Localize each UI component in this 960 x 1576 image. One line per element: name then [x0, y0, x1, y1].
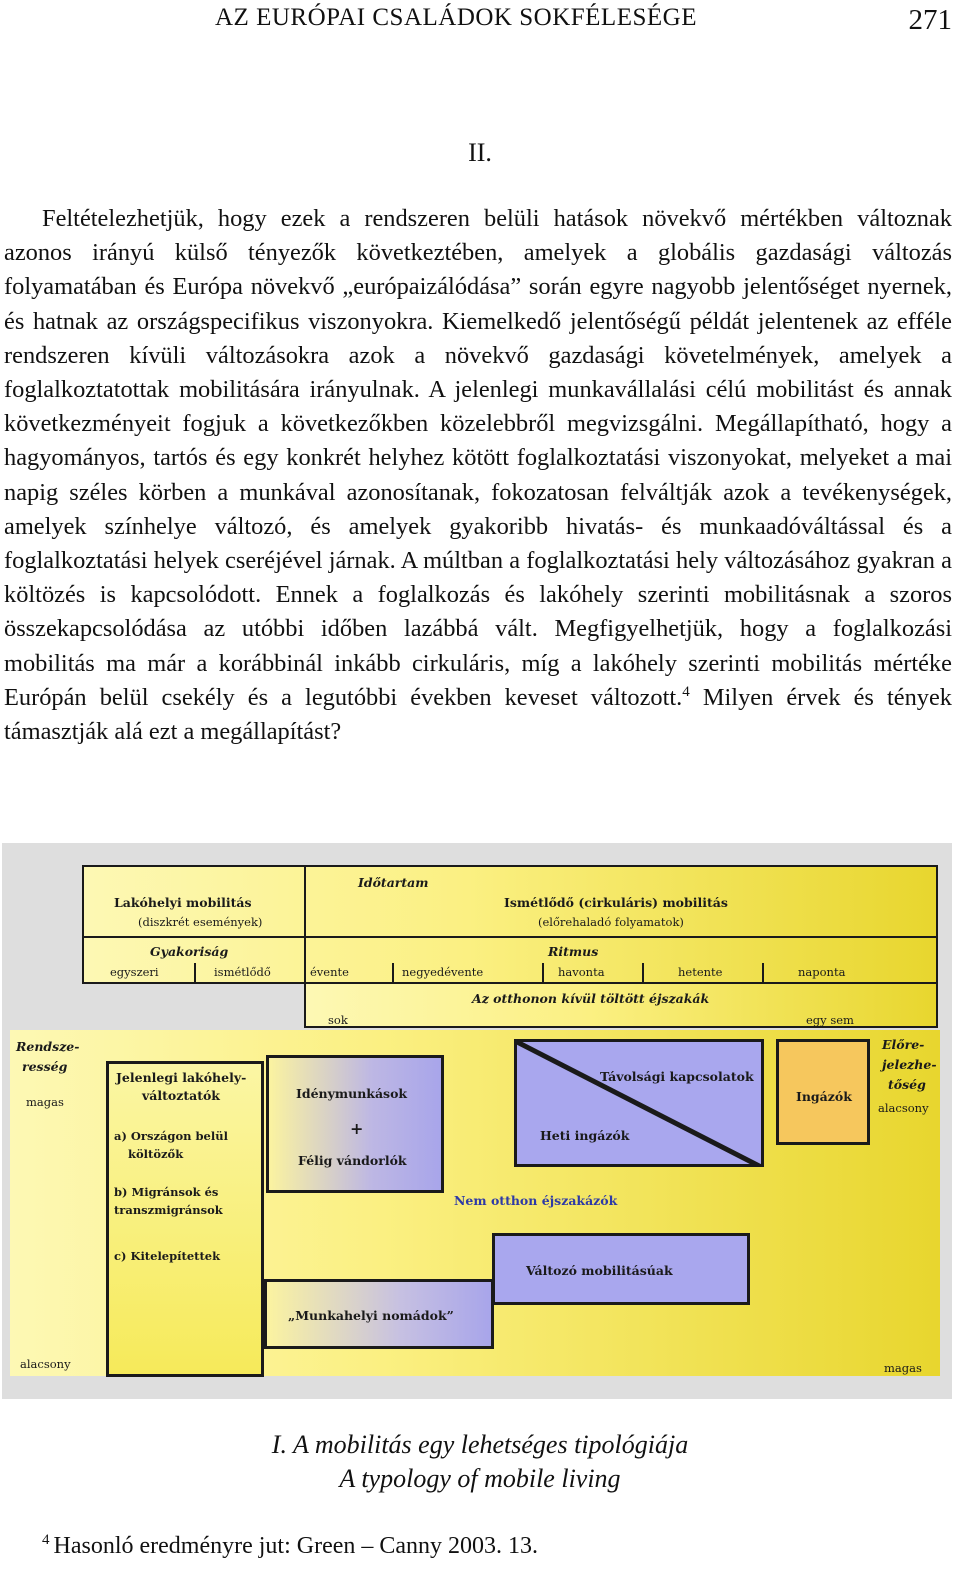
regularity-high: magas: [26, 1095, 64, 1109]
rhythm-daily: naponta: [798, 965, 846, 979]
long-distance-label: Távolsági kapcsolatok: [600, 1069, 754, 1084]
nights-many: sok: [328, 1013, 348, 1027]
regularity-title-2: resség: [22, 1059, 68, 1074]
predictability-title-2: jelezhe-: [882, 1057, 937, 1072]
caption-english: A typology of mobile living: [339, 1464, 621, 1493]
movers-b-2: transzmigránsok: [114, 1203, 223, 1217]
predictability-high: magas: [884, 1361, 922, 1375]
current-movers-box: [106, 1061, 264, 1377]
paragraph-text-end: Milyen érvek és tények támasztják alá ezt a megállapítást?: [4, 683, 952, 746]
predictability-low: alacsony: [878, 1101, 929, 1115]
rhythm-yearly: évente: [310, 965, 349, 979]
circular-mobility-label: Ismétlődő (cirkuláris) mobilitás: [504, 895, 728, 910]
diagonal-line: [517, 1042, 764, 1167]
current-movers-title-1: Jelenlegi lakóhely-: [116, 1070, 247, 1085]
not-home-nights-label: Nem otthon éjszakázók: [454, 1193, 618, 1208]
rhythm-weekly: hetente: [678, 965, 723, 979]
figure-caption: [0, 1428, 960, 1496]
long-distance-box: [514, 1039, 764, 1167]
workplace-nomads-label: „Munkahelyi nomádok”: [288, 1308, 454, 1323]
frequency-repeated: ismétlődő: [214, 965, 271, 979]
variable-mobile-label: Változó mobilitásúak: [526, 1263, 673, 1278]
tick: [642, 963, 644, 983]
tick: [762, 963, 764, 983]
rhythm-quarterly: negyedévente: [402, 965, 484, 979]
nights-label: Az otthonon kívül töltött éjszakák: [472, 991, 710, 1006]
tick: [542, 963, 544, 983]
predictability-title-3: tőség: [888, 1077, 926, 1092]
paragraph-text: Feltételezhetjük, hogy ezek a rendszeren belüli hatások növekvő mértékben változnak azonos irányú külső tényezők következtében, amelyek a globális gazdasági változás folyamatában és Európa növekvő „európaizálódása” során egyre nagyobb jelentőséget nyernek, és hatnak az országspecifikus viszonyokra. Kiemelkedő jelentőségű példát jelentenek az efféle rendszeren kívüli változásokra azok a növekvő gazdasági követelmények, amelyek a foglalkoztatottak mobilitására irányulnak. A jelenlegi munkavállalási célú mobilitást és annak következményeit fogjuk a következőkben közelebbről megvizsgálni. Megállapítható, hogy a hagyományos, tartós és egy konkrét helyhez kötött foglalkoztatási viszonyokat, melyeket a mai napig széles körben a munkával azonosítanak, fokozatosan felváltják azok a tevékenységek, amelyek színhelye változó, és amelyek gyakoribb hivatás- és munkaadóváltással és a foglalkoztatási helyek cseréjével járnak. A múltban a foglalkoztatási hely változásához gyakran a költözés is kapcsolódott. Ennek a foglalkozás és lakóhely szerinti mobilitásnak a szoros összekapcsolódása az utóbbi időben lazábbá vált. Megfigyelhetjük, hogy a foglalkozási mobilitás ma már a korábbinál inkább cirkuláris, míg a lakóhely szerinti mobilitás mértéke Európán belül csekély és a legutóbbi években keveset változott.: [4, 205, 952, 711]
caption-hungarian: I. A mobilitás egy lehetséges tipológiája: [271, 1430, 689, 1459]
nights-none: egy sem: [806, 1013, 854, 1027]
rhythm-monthly: havonta: [558, 965, 605, 979]
section-number: II.: [468, 138, 492, 167]
residential-mobility-label: Lakóhelyi mobilitás: [114, 895, 252, 910]
frequency-once: egyszeri: [110, 965, 159, 979]
movers-a-2: költözők: [128, 1147, 184, 1161]
regularity-title-1: Rendsze-: [16, 1039, 80, 1054]
weekly-commuters-label: Heti ingázók: [540, 1128, 630, 1143]
footnote-reference[interactable]: 4: [682, 683, 690, 700]
semi-migrants-label: Félig vándorlók: [298, 1153, 407, 1168]
main-divider: [304, 865, 306, 984]
duration-label: Időtartam: [358, 875, 429, 890]
regularity-low: alacsony: [20, 1357, 71, 1371]
seasonal-plus: +: [350, 1119, 364, 1138]
running-title: AZ EURÓPAI CSALÁDOK SOKFÉLESÉGE: [215, 4, 697, 31]
movers-a-1: a) Országon belül: [114, 1129, 228, 1143]
commuters-label: Ingázók: [796, 1089, 852, 1104]
predictability-title-1: Előre-: [882, 1037, 925, 1052]
current-movers-title-2: változtatók: [142, 1088, 220, 1103]
seasonal-workers-label: Idénymunkások: [296, 1086, 408, 1101]
rhythm-label: Ritmus: [548, 944, 599, 959]
discrete-events-label: (diszkrét események): [138, 915, 263, 929]
movers-b-1: b) Migránsok és: [114, 1185, 219, 1199]
page-number: 271: [908, 4, 952, 36]
running-header: [0, 2, 960, 38]
tick: [392, 963, 394, 983]
mobility-typology-figure: [2, 843, 952, 1399]
frequency-label: Gyakoriság: [150, 944, 229, 959]
tick: [194, 963, 196, 983]
movers-c: c) Kitelepítettek: [114, 1249, 221, 1263]
footnote: [42, 1533, 538, 1560]
footnote-text: Hasonló eredményre jut: Green – Canny 2003. 13.: [53, 1533, 539, 1559]
body-paragraph: [4, 202, 952, 749]
footnote-number: 4: [42, 1532, 50, 1548]
progressive-processes-label: (előrehaladó folyamatok): [538, 915, 684, 929]
